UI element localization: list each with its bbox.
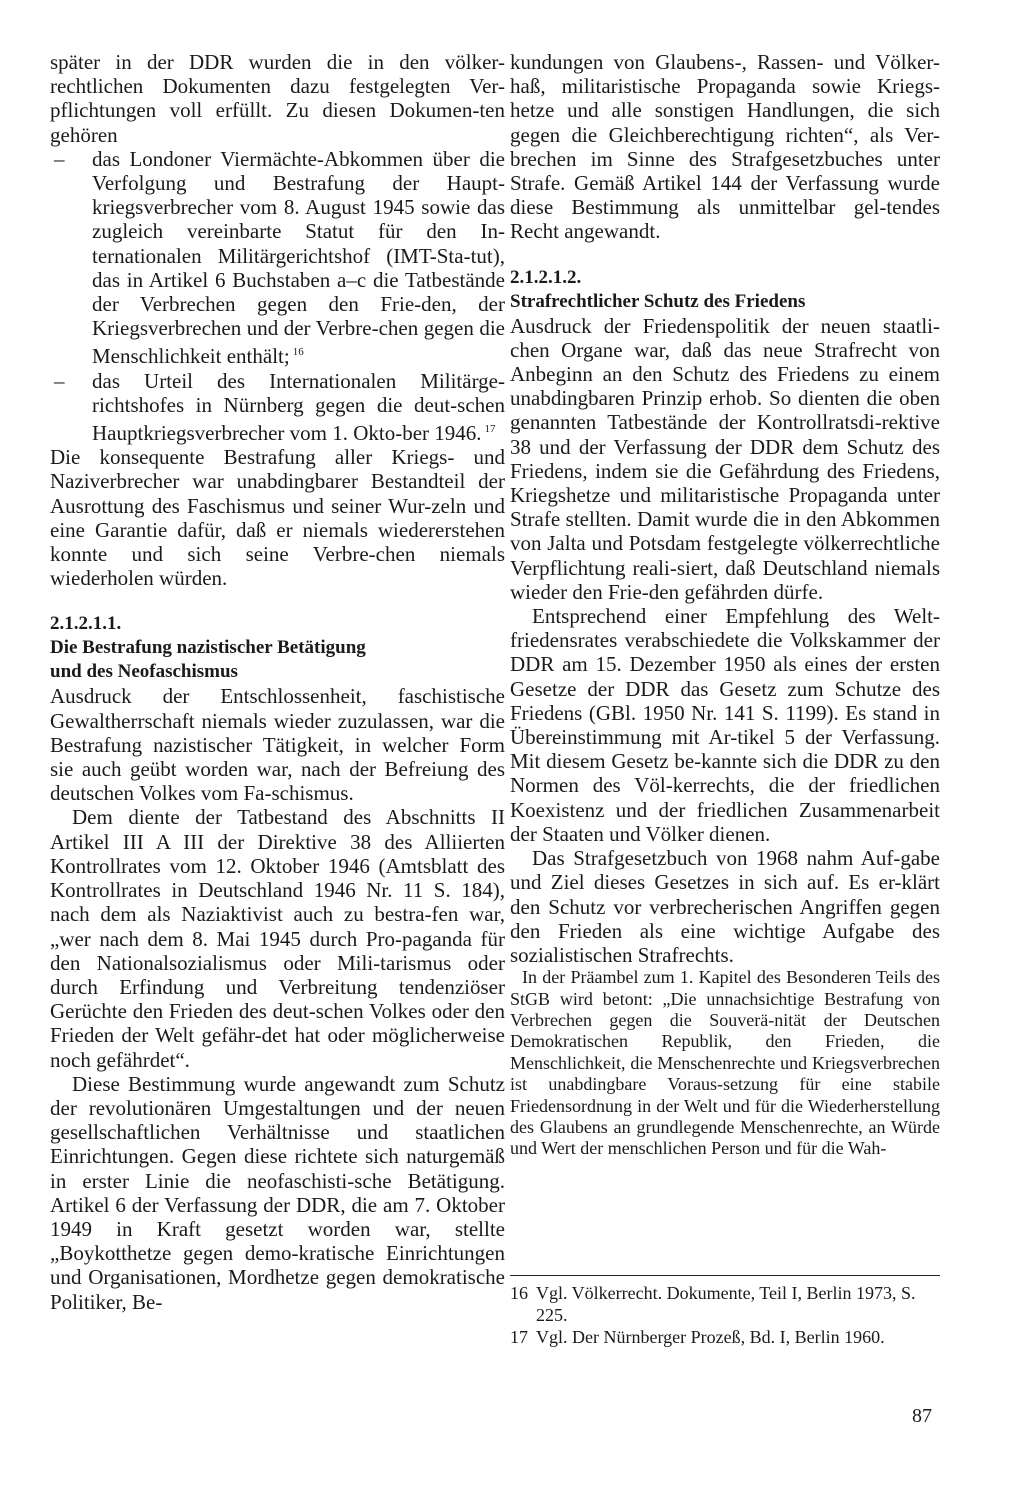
page-number: 87 (912, 1405, 932, 1427)
footnote (510, 1326, 940, 1348)
right-column (510, 50, 940, 1160)
footnote-ref: 16 (292, 346, 304, 359)
list-item-text: das Londoner Viermächte-Abkommen über die Verfolgung und Bestrafung der Haupt-kriegsverbrecher vom 8. August 1945 sowie das zugleich vereinbarte Statut für den In-ternationalen Militärgerichtshof (IMT-Sta-tut), das in Artikel 6 Buchstaben a–c die Tatbestände der Verbrechen gegen den Frie-den, der Kriegsverbrechen und der Verbre-chen gegen die Menschlichkeit enthält; (92, 146, 505, 369)
paragraph: Die konsequente Bestrafung aller Kriegs- und Naziverbrecher war unabdingbarer Bestandteil der Ausrottung des Faschismus und seiner Wur-zeln und eine Garantie dafür, daß er niemals wiedererstehen konnte und sich seine Verbre-chen niemals wiederholen würden. (50, 445, 505, 591)
list-item (50, 369, 505, 446)
footnotes (510, 1282, 940, 1348)
paragraph: Das Strafgesetzbuch von 1968 nahm Auf-gabe und Ziel dieses Gesetzes in sich auf. Es er-klärt den Schutz vor verbrecherischen Angriffen gegen den Frieden als eine wichtige Aufgabe des sozialistischen Strafrechts. (510, 846, 940, 967)
document-list (50, 147, 505, 445)
paragraph: Ausdruck der Entschlossenheit, faschistische Gewaltherrschaft niemals wieder zuzulassen, war die Bestrafung nazistischer Tätigkeit, in welcher Form sie auch geübt worden war, nach der Befreiung des deutschen Volkes vom Fa-schismus. (50, 684, 505, 806)
intro-paragraph: später in der DDR wurden die in den völker-rechtlichen Dokumenten dazu festgelegten Ver-pflichtungen voll erfüllt. Zu diesen Dokumen-ten gehören (50, 50, 505, 147)
section-number: 2.1.2.1.1. (50, 613, 122, 635)
footnote-divider (510, 1275, 940, 1276)
section-number: 2.1.2.1.2. (510, 266, 582, 288)
left-column (50, 50, 505, 1314)
section-title: Strafrechtlicher Schutz des Friedens (510, 290, 806, 312)
continuation-paragraph: kundungen von Glaubens-, Rassen- und Völker-haß, militaristische Propaganda sowie Kriegs-hetze und alle sonstigen Handlungen, die sich gegen die Gleichberechtigung richten“, als Ver-brechen im Sinne des Strafgesetzbuches unter Strafe. Gemäß Artikel 144 der Verfassung wurde diese Bestimmung als unmittelbar gel-tendes Recht angewandt. (510, 50, 940, 244)
paragraph: Entsprechend einer Empfehlung des Welt-friedensrates verabschiedete die Volkskammer der DDR am 15. Dezember 1950 als eines der ersten Gesetze der DDR das Gesetz zum Schutze des Friedens (GBl. 1950 Nr. 141 S. 1199). Es stand in Übereinstimmung mit Ar-tikel 5 der Verfassung. Mit diesem Gesetz be-kannte sich die DDR zu den Normen des Völ-kerrechts, die der friedlichen Koexistenz und der friedlichen Zusammenarbeit der Staaten und Völker dienen. (510, 604, 940, 846)
list-dash: – (54, 146, 65, 171)
footnote-ref: 17 (484, 423, 496, 436)
footnote-text: Vgl. Völkerrecht. Dokumente, Teil I, Berlin 1973, S. 225. (536, 1283, 916, 1325)
footnote-number: 17 (510, 1327, 528, 1347)
paragraph: Ausdruck der Friedenspolitik der neuen staatli-chen Organe war, daß das neue Strafrecht von Anbeginn an den Schutz des Friedens zu einem unabdingbaren Prinzip erhob. So dienten die oben genannten Tatbestände der Kontrollratsdi-rektive 38 und der Verfassung der DDR dem Schutz des Friedens, indem sie die Gefährdung des Friedens, Kriegshetze und militaristische Propaganda unter Strafe stellten. Damit wurde die in den Abkommen von Jalta und Potsdam festgelegte völkerrechtliche Verpflichtung reali-siert, daß Deutschland niemals wieder den Frie-den gefährden dürfe. (510, 313, 940, 604)
list-dash: – (54, 368, 65, 393)
paragraph: Diese Bestimmung wurde angewandt zum Schutz der revolutionären Umgestaltungen und der neuen gesellschaftlichen Verhältnisse und staatlichen Einrichtungen. Gegen diese richtete sich naturgemäß in erster Linie die neofaschisti-sche Betätigung. Artikel 6 der Verfassung der DDR, die am 7. Oktober 1949 in Kraft gesetzt worden war, stellte „Boykotthetze gegen demo-kratische Einrichtungen und Organisationen, Mordhetze gegen demokratische Politiker, Be- (50, 1071, 505, 1314)
footnote (510, 1282, 940, 1326)
list-item-text: das Urteil des Internationalen Militärge-richtshofes in Nürnberg gegen die deut-schen Hauptkriegsverbrecher vom 1. Okto-ber 1946. (92, 368, 505, 446)
section-title-line2: und des Neofaschismus (50, 661, 238, 683)
footnote-text: Vgl. Der Nürnberger Prozeß, Bd. I, Berlin 1960. (536, 1327, 885, 1347)
section-title-line1: Die Bestrafung nazistischer Betätigung (50, 637, 366, 659)
list-item (50, 147, 505, 369)
paragraph: Dem diente der Tatbestand des Abschnitts II Artikel III A III der Direktive 38 des Alliierten Kontrollrates vom 12. Oktober 1946 (Amtsblatt des Kontrollrates in Deutschland 1946 Nr. 11 S. 184), nach dem als Naziaktivist auch zu bestra-fen war, „wer nach dem 8. Mai 1945 durch Pro-paganda für den Nationalsozialismus oder Mili-tarismus oder durch Erfindung und Verbreitung tendenziöser Gerüchte den Frieden des deut-schen Volkes oder den Frieden der Welt gefähr-det hat oder möglicherweise noch gefährdet“. (50, 805, 505, 1072)
footnote-number: 16 (510, 1283, 528, 1303)
quote-paragraph: In der Präambel zum 1. Kapitel des Besonderen Teils des StGB wird betont: „Die unnachsichtige Bestrafung von Verbrechen gegen die Souverä-nität der Deutschen Demokratischen Republik, den Frieden, die Menschlichkeit, die Menschenrechte und Kriegsverbrechen ist unabdingbare Voraus-setzung für eine stabile Friedensordnung in der Welt und für die Wiederherstellung des Glaubens an grundlegende Menschenrechte, an Würde und Wert der menschlichen Person und für die Wah- (510, 967, 940, 1159)
